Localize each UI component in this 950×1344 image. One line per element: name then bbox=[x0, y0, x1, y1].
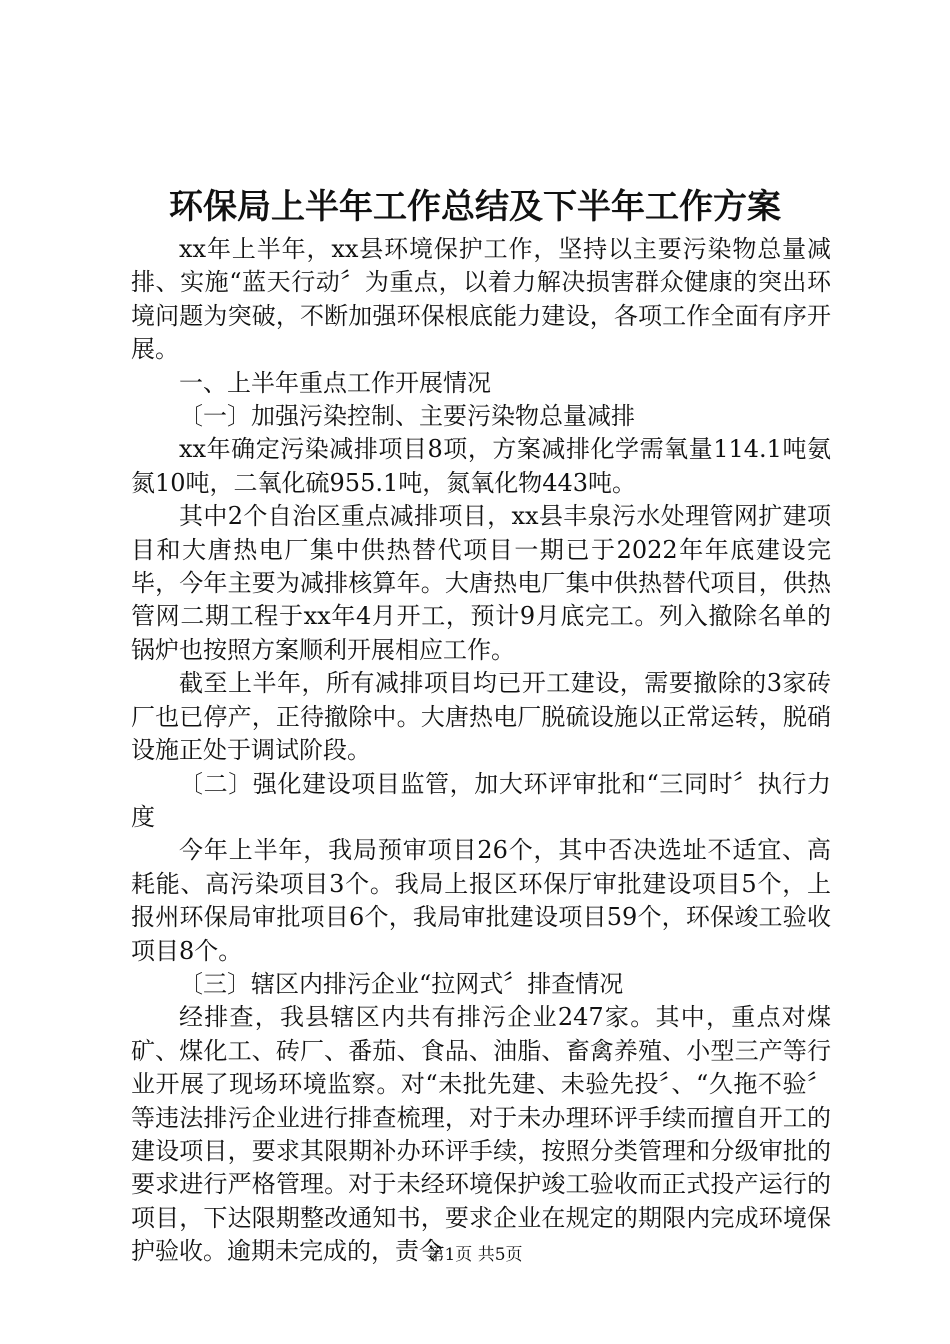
document-title: 环保局上半年工作总结及下半年工作方案 bbox=[169, 187, 781, 227]
body-paragraph: xx年确定污染减排项目8项，方案减排化学需氧量114.1吨氨氮10吨，二氧化硫955.1吨，氮氧化物443吨。 bbox=[131, 435, 831, 497]
body-paragraph: 今年上半年，我局预审项目26个，其中否决选址不适宜、高耗能、高污染项目3个。我局上报区环保厅审批建设项目5个，上报州环保局审批项目6个，我局审批建设项目59个，环保竣工验收项目8个。 bbox=[131, 836, 831, 965]
body-paragraph: 截至上半年，所有减排项目均已开工建设，需要撤除的3家砖厂也已停产，正待撤除中。大唐热电厂脱硫设施以正常运转，脱硝设施正处于调试阶段。 bbox=[131, 669, 831, 765]
intro-paragraph: xx年上半年，xx县环境保护工作，坚持以主要污染物总量减排、实施“蓝天行动〞为重点，以着力解决损害群众健康的突出环境问题为突破，不断加强环保根底能力建设，各项工作全面有序开展。 bbox=[131, 235, 831, 364]
subsection-heading: 〔二〕强化建设项目监管，加大环评审批和“三同时〞执行力度 bbox=[131, 769, 831, 831]
section-heading: 一、上半年重点工作开展情况 bbox=[179, 368, 491, 397]
subsection-heading: 〔三〕辖区内排污企业“拉网式〞排查情况 bbox=[179, 969, 624, 998]
document-body bbox=[131, 233, 831, 1269]
body-paragraph: 经排查，我县辖区内共有排污企业247家。其中，重点对煤矿、煤化工、砖厂、番茄、食品、油脂、畜禽养殖、小型三产等行业开展了现场环境监察。对“未批先建、未验先投〞、“久拖不验〞等违法排污企业进行排查梳理，对于未办理环评手续而擅自开工的建设项目，要求其限期补办环评手续，按照分类管理和分级审批的要求进行严格管理。对于未经环境保护竣工验收而正式投产运行的项目，下达限期整改通知书，要求企业在规定的期限内完成环境保护验收。逾期未完成的，责令 bbox=[131, 1003, 831, 1266]
subsection-heading: 〔一〕加强污染控制、主要污染物总量减排 bbox=[179, 402, 635, 431]
page-number-footer: 第1页 共5页 bbox=[427, 1245, 523, 1265]
body-paragraph: 其中2个自治区重点减排项目，xx县丰泉污水处理管网扩建项目和大唐热电厂集中供热替代项目一期已于2022年年底建设完毕，今年主要为减排核算年。大唐热电厂集中供热替代项目，供热管网二期工程于xx年4月开工，预计9月底完工。列入撤除名单的锅炉也按照方案顺利开展相应工作。 bbox=[131, 502, 831, 664]
